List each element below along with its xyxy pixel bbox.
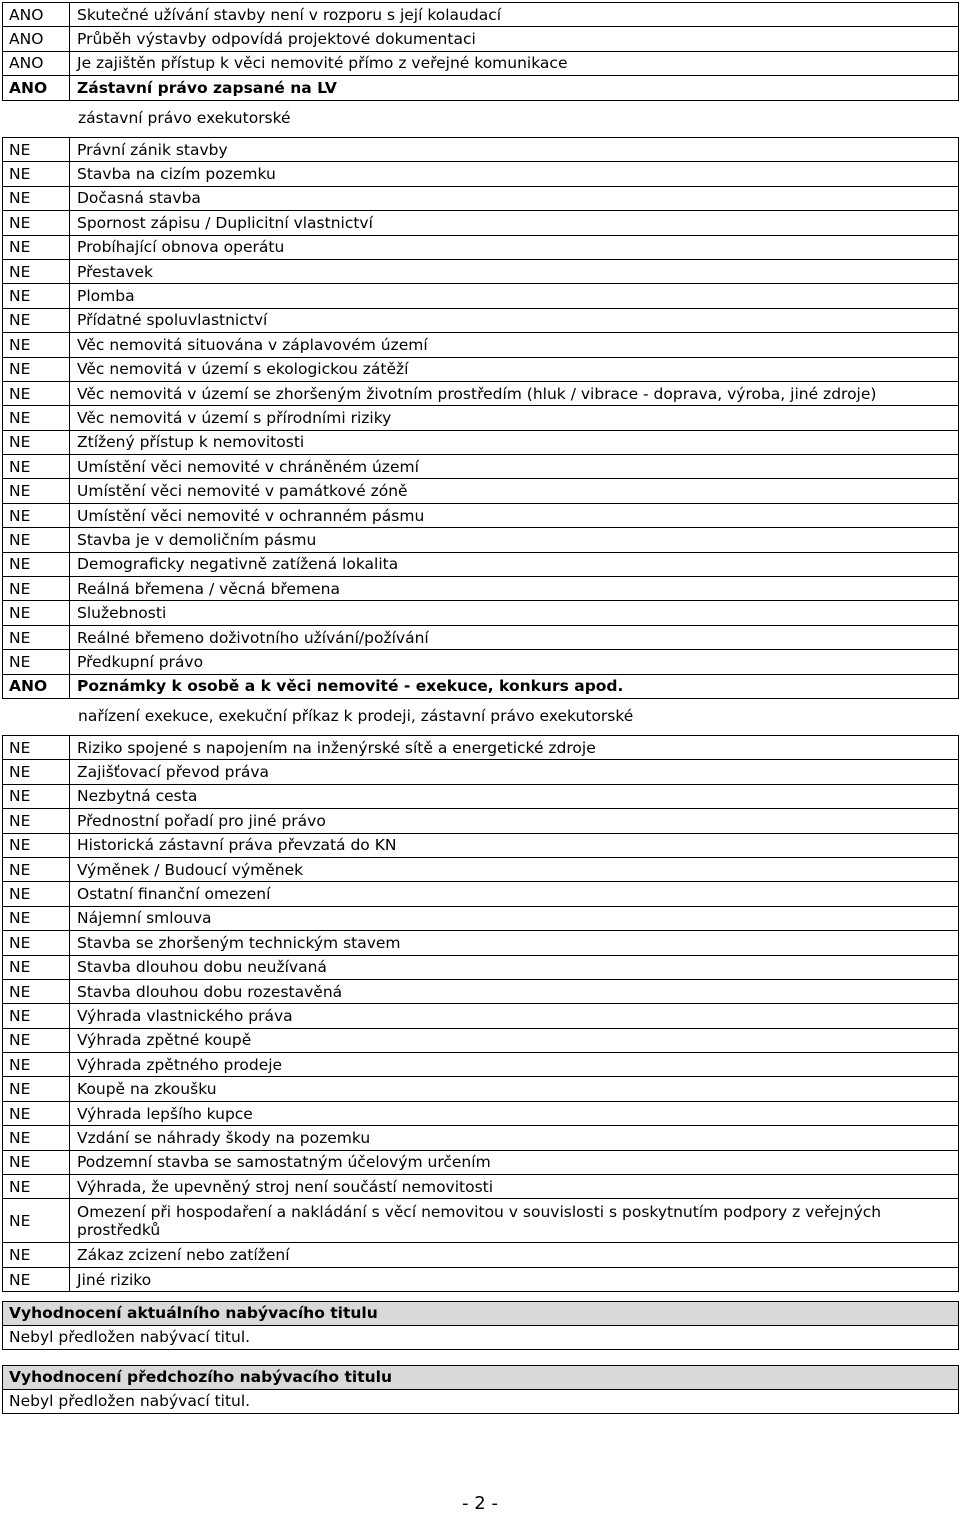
row-value: NE xyxy=(3,955,70,979)
row-label: Zástavní právo zapsané na LV xyxy=(70,76,959,100)
table-row xyxy=(3,833,959,857)
table-row xyxy=(3,650,959,674)
row-label: Nezbytná cesta xyxy=(70,784,959,808)
row-label: Stavba se zhoršeným technickým stavem xyxy=(70,931,959,955)
row-value: NE xyxy=(3,906,70,930)
row-value: NE xyxy=(3,979,70,1003)
row-label: Skutečné užívání stavby není v rozporu s její kolaudací xyxy=(70,3,959,27)
row-value: NE xyxy=(3,857,70,881)
row-label: Stavba dlouhou dobu rozestavěná xyxy=(70,979,959,1003)
row-value: NE xyxy=(3,552,70,576)
table-row xyxy=(3,528,959,552)
row-label: Nájemní smlouva xyxy=(70,906,959,930)
row-value: NE xyxy=(3,736,70,760)
table-row xyxy=(3,577,959,601)
row-label: Reálná břemena / věcná břemena xyxy=(70,577,959,601)
row-value: NE xyxy=(3,650,70,674)
row-value: NE xyxy=(3,211,70,235)
row-value: ANO xyxy=(3,27,70,51)
row-value: NE xyxy=(3,625,70,649)
table-row xyxy=(3,1267,959,1291)
row-label: Umístění věci nemovité v ochranném pásmu xyxy=(70,503,959,527)
row-label: Demograficky negativně zatížená lokalita xyxy=(70,552,959,576)
row-label: Přednostní pořadí pro jiné právo xyxy=(70,809,959,833)
table-row xyxy=(3,51,959,75)
row-label: Vzdání se náhrady škody na pozemku xyxy=(70,1126,959,1150)
table-row xyxy=(3,138,959,162)
table-row xyxy=(3,1028,959,1052)
row-value: NE xyxy=(3,162,70,186)
table-row xyxy=(3,955,959,979)
row-label: Věc nemovitá v území se zhoršeným životním prostředím (hluk / vibrace - doprava, výroba, jiné zdroje) xyxy=(70,381,959,405)
row-label: Omezení při hospodaření a nakládání s věcí nemovitou v souvislosti s poskytnutím podpory z veřejných prostředků xyxy=(70,1199,959,1243)
table-row xyxy=(3,1243,959,1267)
table-row xyxy=(3,27,959,51)
row-label: Je zajištěn přístup k věci nemovité přímo z veřejné komunikace xyxy=(70,51,959,75)
table-row xyxy=(3,455,959,479)
row-value: NE xyxy=(3,760,70,784)
table-row xyxy=(3,809,959,833)
table-row xyxy=(3,1175,959,1199)
row-label: Služebnosti xyxy=(70,601,959,625)
row-label: Ztížený přístup k nemovitosti xyxy=(70,430,959,454)
table-row xyxy=(3,784,959,808)
row-value: NE xyxy=(3,577,70,601)
table-row xyxy=(3,906,959,930)
row-label: Věc nemovitá v území s přírodními riziky xyxy=(70,406,959,430)
row-value: NE xyxy=(3,406,70,430)
row-label: Stavba na cizím pozemku xyxy=(70,162,959,186)
table-row xyxy=(3,882,959,906)
row-value: NE xyxy=(3,430,70,454)
note-1: zástavní právo exekutorské xyxy=(78,109,291,127)
table-row xyxy=(3,931,959,955)
table-row xyxy=(3,3,959,27)
table-row xyxy=(3,186,959,210)
row-label: Zákaz zcizení nebo zatížení xyxy=(70,1243,959,1267)
table-row xyxy=(3,1150,959,1174)
row-value: NE xyxy=(3,1126,70,1150)
row-value: NE xyxy=(3,1175,70,1199)
table-row xyxy=(3,162,959,186)
row-label: Jiné riziko xyxy=(70,1267,959,1291)
previous-title-text: Nebyl předložen nabývací titul. xyxy=(9,1392,251,1410)
table-row xyxy=(3,333,959,357)
row-value: ANO xyxy=(3,76,70,100)
row-label: Přídatné spoluvlastnictví xyxy=(70,308,959,332)
row-value: NE xyxy=(3,784,70,808)
row-label: Probíhající obnova operátu xyxy=(70,235,959,259)
table-row xyxy=(3,552,959,576)
table-row xyxy=(3,76,959,100)
current-title-box xyxy=(2,1301,959,1350)
row-label: Předkupní právo xyxy=(70,650,959,674)
page-number: - 2 - xyxy=(462,1493,498,1514)
row-label: Přestavek xyxy=(70,259,959,283)
row-label: Umístění věci nemovité v chráněném území xyxy=(70,455,959,479)
row-value: NE xyxy=(3,809,70,833)
checklist-table-1 xyxy=(2,2,959,101)
table-row xyxy=(3,503,959,527)
row-label: Koupě na zkoušku xyxy=(70,1077,959,1101)
row-value: NE xyxy=(3,284,70,308)
row-value: NE xyxy=(3,1053,70,1077)
table-row xyxy=(3,1199,959,1243)
row-label: Výhrada zpětné koupě xyxy=(70,1028,959,1052)
row-value: NE xyxy=(3,259,70,283)
row-label: Průběh výstavby odpovídá projektové dokumentaci xyxy=(70,27,959,51)
row-value: NE xyxy=(3,186,70,210)
row-value: NE xyxy=(3,308,70,332)
row-value: NE xyxy=(3,333,70,357)
row-label: Historická zástavní práva převzatá do KN xyxy=(70,833,959,857)
table-row xyxy=(3,857,959,881)
table-row xyxy=(3,479,959,503)
row-value: NE xyxy=(3,1101,70,1125)
row-label: Podzemní stavba se samostatným účelovým určením xyxy=(70,1150,959,1174)
table-row xyxy=(3,1077,959,1101)
row-label: Dočasná stavba xyxy=(70,186,959,210)
note-2: nařízení exekuce, exekuční příkaz k prodeji, zástavní právo exekutorské xyxy=(78,707,634,725)
row-label: Spornost zápisu / Duplicitní vlastnictví xyxy=(70,211,959,235)
current-title-heading: Vyhodnocení aktuálního nabývacího titulu xyxy=(3,1302,958,1326)
table-row xyxy=(3,211,959,235)
row-label: Věc nemovitá v území s ekologickou zátěží xyxy=(70,357,959,381)
row-value: NE xyxy=(3,479,70,503)
table-row xyxy=(3,284,959,308)
table-row xyxy=(3,1004,959,1028)
row-value: ANO xyxy=(3,51,70,75)
row-value: NE xyxy=(3,138,70,162)
row-value: NE xyxy=(3,833,70,857)
row-label: Věc nemovitá situována v záplavovém území xyxy=(70,333,959,357)
row-value: NE xyxy=(3,357,70,381)
row-value: ANO xyxy=(3,674,70,698)
row-value: NE xyxy=(3,931,70,955)
table-row xyxy=(3,430,959,454)
row-label: Právní zánik stavby xyxy=(70,138,959,162)
row-value: NE xyxy=(3,601,70,625)
row-label: Výhrada lepšího kupce xyxy=(70,1101,959,1125)
row-label: Poznámky k osobě a k věci nemovité - exekuce, konkurs apod. xyxy=(70,674,959,698)
table-row xyxy=(3,235,959,259)
row-label: Výhrada, že upevněný stroj není součástí nemovitosti xyxy=(70,1175,959,1199)
table-row xyxy=(3,979,959,1003)
row-label: Výhrada vlastnického práva xyxy=(70,1004,959,1028)
table-row xyxy=(3,625,959,649)
table-row xyxy=(3,601,959,625)
row-label: Umístění věci nemovité v památkové zóně xyxy=(70,479,959,503)
checklist-table-3 xyxy=(2,735,959,1292)
row-label: Reálné břemeno doživotního užívání/požívání xyxy=(70,625,959,649)
row-value: NE xyxy=(3,1199,70,1243)
table-row xyxy=(3,674,959,698)
row-label: Riziko spojené s napojením na inženýrské sítě a energetické zdroje xyxy=(70,736,959,760)
table-row xyxy=(3,406,959,430)
row-value: NE xyxy=(3,1077,70,1101)
row-value: NE xyxy=(3,455,70,479)
row-label: Zajišťovací převod práva xyxy=(70,760,959,784)
row-value: NE xyxy=(3,882,70,906)
table-row xyxy=(3,1101,959,1125)
table-row xyxy=(3,259,959,283)
table-row xyxy=(3,308,959,332)
row-value: NE xyxy=(3,381,70,405)
table-row xyxy=(3,357,959,381)
table-row xyxy=(3,736,959,760)
row-value: NE xyxy=(3,235,70,259)
row-value: NE xyxy=(3,1028,70,1052)
table-row xyxy=(3,1053,959,1077)
previous-title-box xyxy=(2,1365,959,1414)
table-row xyxy=(3,381,959,405)
row-label: Plomba xyxy=(70,284,959,308)
row-label: Výměnek / Budoucí výměnek xyxy=(70,857,959,881)
row-label: Stavba dlouhou dobu neužívaná xyxy=(70,955,959,979)
row-label: Stavba je v demoličním pásmu xyxy=(70,528,959,552)
row-value: NE xyxy=(3,503,70,527)
row-value: NE xyxy=(3,1267,70,1291)
table-row xyxy=(3,760,959,784)
row-value: ANO xyxy=(3,3,70,27)
row-value: NE xyxy=(3,1150,70,1174)
row-label: Ostatní finanční omezení xyxy=(70,882,959,906)
current-title-text: Nebyl předložen nabývací titul. xyxy=(9,1328,251,1346)
row-value: NE xyxy=(3,528,70,552)
checklist-table-2 xyxy=(2,137,959,699)
row-value: NE xyxy=(3,1004,70,1028)
row-label: Výhrada zpětného prodeje xyxy=(70,1053,959,1077)
table-row xyxy=(3,1126,959,1150)
previous-title-heading: Vyhodnocení předchozího nabývacího titulu xyxy=(3,1366,958,1390)
row-value: NE xyxy=(3,1243,70,1267)
